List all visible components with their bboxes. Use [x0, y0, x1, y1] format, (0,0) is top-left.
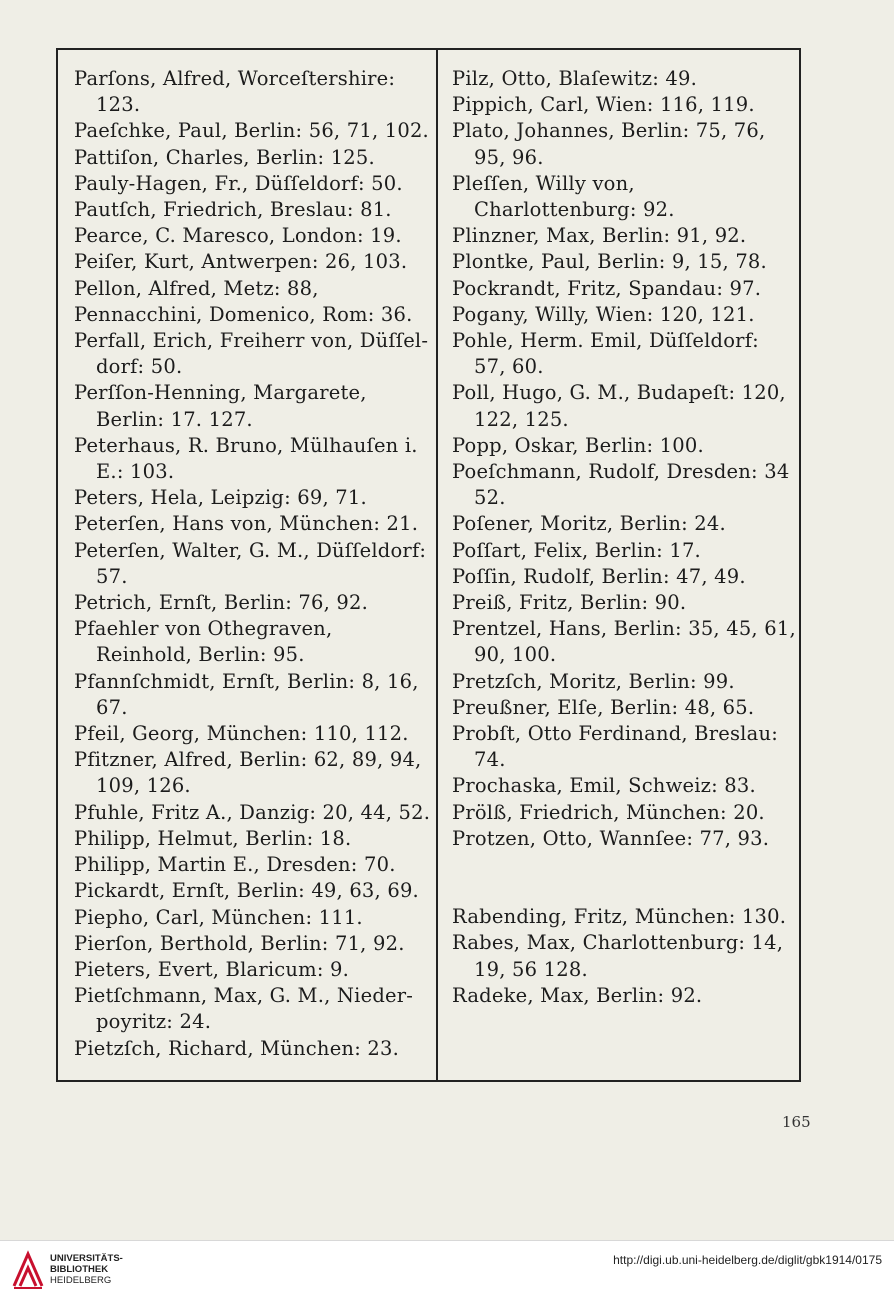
index-entry: Pietſchmann, Max, G. M., Nieder-poyritz: 24. [74, 984, 414, 1034]
index-entry: Pattiſon, Charles, Berlin: 125. [74, 145, 375, 169]
index-entry: Piepho, Carl, München: 111. [74, 905, 363, 929]
index-entry: Pennacchini, Domenico, Rom: 36. [74, 302, 413, 326]
index-entry: Pellon, Alfred, Metz: 88, [74, 276, 319, 300]
index-entry: Radeke, Max, Berlin: 92. [452, 983, 703, 1007]
index-entry: Poſſin, Rudolf, Berlin: 47, 49. [452, 564, 746, 588]
index-entry: Pogany, Willy, Wien: 120, 121. [452, 302, 755, 326]
index-entry: Petrich, Ernſt, Berlin: 76, 92. [74, 591, 369, 615]
index-entry: Pretzſch, Moritz, Berlin: 99. [452, 669, 735, 693]
index-entry: Pleſſen, Willy von, Charlottenburg: 92. [452, 171, 675, 222]
index-entry: Prölß, Friedrich, München: 20. [452, 800, 765, 824]
index-entry: Parſons, Alfred, Worceſtershire: 123. [74, 67, 396, 117]
index-entry: Protzen, Otto, Wannſee: 77, 93. [452, 826, 770, 850]
index-entry: Pickardt, Ernſt, Berlin: 49, 63, 69. [74, 879, 419, 903]
index-entry: Pohle, Herm. Emil, Düſſeldorf: 57, 60. [452, 329, 759, 379]
library-name-line3: HEIDELBERG [50, 1275, 112, 1286]
section-gap [452, 852, 796, 904]
index-entry: Philipp, Martin E., Dresden: 70. [74, 853, 396, 877]
index-entry: Plinzner, Max, Berlin: 91, 92. [452, 224, 747, 248]
r-entries [452, 904, 796, 1009]
index-entry: Pieters, Evert, Blaricum: 9. [74, 957, 350, 981]
index-entry: Preiß, Fritz, Berlin: 90. [452, 591, 687, 615]
index-entry: Prochaska, Emil, Schweiz: 83. [452, 774, 756, 798]
index-entry: Poll, Hugo, G. M., Budapeſt: 120, 122, 125. [452, 381, 786, 431]
index-entry: Perfall, Erich, Freiherr von, Düſſel-dorf: 50. [74, 329, 429, 379]
index-entry: Philipp, Helmut, Berlin: 18. [74, 826, 352, 850]
index-entry: Plontke, Paul, Berlin: 9, 15, 78. [452, 250, 767, 274]
viewer-footer [0, 1240, 894, 1303]
index-entry: Pautſch, Friedrich, Breslau: 81. [74, 198, 392, 222]
index-entry: Popp, Oskar, Berlin: 100. [452, 433, 704, 457]
index-entry: Perſſon-Henning, Margarete, Berlin: 17. 127. [74, 381, 367, 431]
index-entry: Plato, Johannes, Berlin: 75, 76, 95, 96. [452, 119, 766, 169]
index-entry: Pfuhle, Fritz A., Danzig: 20, 44, 52. [74, 800, 431, 824]
index-entry: Rabes, Max, Charlottenburg: 14, 19, 56 128. [452, 931, 784, 981]
permalink-url[interactable]: http://digi.ub.uni-heidelberg.de/diglit/gbk1914/0175 [613, 1253, 882, 1267]
page-number: 165 [782, 1113, 811, 1131]
index-entry: Paeſchke, Paul, Berlin: 56, 71, 102. [74, 119, 429, 143]
index-entry: Probſt, Otto Ferdinand, Breslau: 74. [452, 722, 778, 772]
index-entry: Poſſart, Felix, Berlin: 17. [452, 538, 701, 562]
library-name-line1: UNIVERSITÄTS- [50, 1253, 123, 1264]
left-index-column [74, 66, 432, 1062]
right-index-column [452, 66, 796, 1009]
index-entry: Pierſon, Berthold, Berlin: 71, 92. [74, 931, 405, 955]
index-entry: Poeſchmann, Rudolf, Dresden: 34 52. [452, 460, 790, 510]
library-name[interactable] [50, 1253, 123, 1286]
p-entries [452, 66, 796, 852]
index-entry: Peterhaus, R. Bruno, Mülhauſen i. E.: 103. [74, 433, 418, 484]
index-entry: Pfannſchmidt, Ernſt, Berlin: 8, 16, 67. [74, 669, 419, 719]
index-entry: Pockrandt, Fritz, Spandau: 97. [452, 276, 762, 300]
index-entry: Pfaehler von Othegraven, Reinhold, Berlin: 95. [74, 617, 333, 667]
index-entry: Pfitzner, Alfred, Berlin: 62, 89, 94, 109, 126. [74, 748, 422, 798]
index-entry: Pilz, Otto, Blaſewitz: 49. [452, 67, 698, 90]
index-entry: Preußner, Elſe, Berlin: 48, 65. [452, 695, 755, 719]
library-logo-icon[interactable] [12, 1250, 44, 1290]
index-entry: Prentzel, Hans, Berlin: 35, 45, 61, 90, 100. [452, 617, 796, 667]
library-name-line2: BIBLIOTHEK [50, 1264, 109, 1275]
index-entry: Peiſer, Kurt, Antwerpen: 26, 103. [74, 250, 408, 274]
index-entry: Peterſen, Hans von, München: 21. [74, 512, 419, 536]
column-divider [436, 48, 438, 1082]
index-entry: Rabending, Fritz, München: 130. [452, 905, 787, 929]
index-entry: Pippich, Carl, Wien: 116, 119. [452, 93, 755, 117]
index-entry: Pearce, C. Maresco, London: 19. [74, 224, 402, 248]
index-entry: Pietzſch, Richard, München: 23. [74, 1036, 399, 1060]
index-entry: Peterſen, Walter, G. M., Düſſeldorf: 57. [74, 538, 427, 588]
index-entry: Pfeil, Georg, München: 110, 112. [74, 722, 409, 746]
index-entry: Pauly-Hagen, Fr., Düſſeldorf: 50. [74, 171, 403, 195]
index-entry: Poſener, Moritz, Berlin: 24. [452, 512, 726, 536]
index-entry: Peters, Hela, Leipzig: 69, 71. [74, 486, 367, 510]
